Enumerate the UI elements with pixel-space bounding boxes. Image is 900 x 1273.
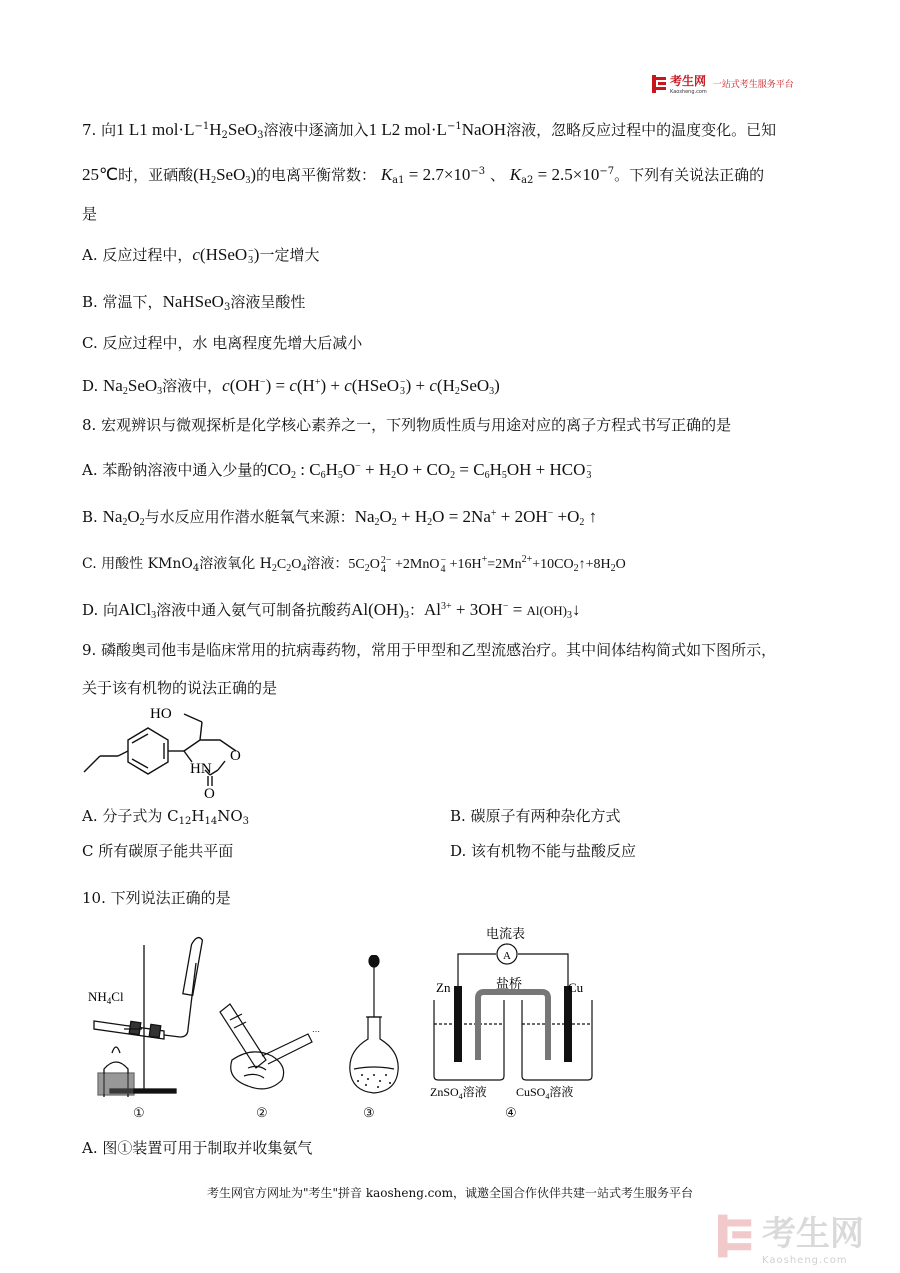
q9-a-o-sub: 3 <box>242 816 249 827</box>
fig2-number: ② <box>256 1106 268 1121</box>
watermark <box>718 1206 864 1266</box>
left-beaker <box>434 1000 504 1080</box>
q8-c-sub: 4 <box>192 563 200 574</box>
q7-text1: 溶液中逐滴加入 <box>263 121 369 139</box>
q8-d-alcl3: AlCl$_3$ <box>118 600 157 621</box>
q9-a-h-sub: 14 <box>204 816 218 827</box>
q7-ka1-value: = 2.7×10 <box>404 165 471 184</box>
salt-bridge-label: 盐桥 <box>496 977 523 992</box>
fig3-number: ③ <box>363 1106 375 1121</box>
q9-option-a <box>82 804 249 834</box>
q8-d-text2: 溶液中通入氨气可制备抗酸药 <box>156 601 352 619</box>
struct-ho-label: HO <box>150 706 172 722</box>
cu-electrode <box>564 986 572 1062</box>
ammeter-label: 电流表 <box>486 927 526 942</box>
header-logo <box>652 72 794 95</box>
q7-d-salt: $Na_2SeO_3$ <box>103 376 163 397</box>
page-footer: 考生网官方网址为"考生"拼音 kaosheng.com，诚邀全国合作伙伴共建一站式考生服务平台 <box>206 1186 694 1200</box>
q8-option-c <box>82 548 626 581</box>
q8-b-equation: $Na_2O_2 + H_2O = 2Na^+ + 2OH^- +O_2$ ↑ <box>354 507 598 528</box>
graduated-tube <box>220 1004 266 1068</box>
q7-ka2-label: K <box>509 165 522 184</box>
logo-url: Kaosheng.com <box>670 89 707 95</box>
q8-c-equation: $5C_2O2-$ 4 +2MnO− $4 +16H^+=2Mn^{2+}+10CO_2↑+8H_2O$ <box>348 554 626 575</box>
header-slogan: 一站式考生服务平台 <box>712 80 794 90</box>
q7-separator: 、 <box>489 166 505 184</box>
benzene-ring <box>128 728 168 774</box>
watermark-logo-icon <box>718 1212 756 1260</box>
fig3-volumetric-flask <box>344 955 404 1097</box>
struct-hn-label: HN <box>190 761 212 777</box>
q8-c-text3: 溶液： <box>306 556 349 572</box>
q9-stem-line1: 9. 磷酸奥司他韦是临床常用的抗病毒药物，常用于甲型和乙型流感治疗。其中间体结构简式如下图所示， <box>82 641 777 659</box>
watermark-text: 考生网 <box>762 1214 864 1254</box>
zn-electrode <box>454 986 462 1062</box>
fig4-galvanic-cell <box>428 920 598 1100</box>
q7-b-formula: NaHSeO <box>162 292 224 311</box>
fig4-number: ④ <box>505 1106 517 1121</box>
q7-b-text2: 溶液呈酸性 <box>230 293 306 311</box>
q9-structure-diagram <box>80 698 290 800</box>
ammeter-symbol: A <box>503 950 511 962</box>
q7-line1 <box>82 115 776 148</box>
right-beaker <box>522 1000 592 1080</box>
q9-a-no: NO <box>217 807 243 825</box>
q7-ka2-sub: a2 <box>521 175 534 186</box>
q7-seo: SeO <box>227 120 258 139</box>
q7-d-text: 溶液中， <box>162 377 223 395</box>
q8-stem: 8. 宏观辨识与微观探析是化学核心素养之一，下列物质性质与用途对应的离子方程式书写正确的是 <box>82 416 732 434</box>
q8-a-text: A. 苯酚钠溶液中通入少量的 <box>82 461 268 479</box>
q7-h-sub: 2 <box>221 130 228 141</box>
watermark-url: Kaosheng.com <box>762 1255 848 1266</box>
q9-a-h: H <box>191 807 205 825</box>
q7-conc1: 1 L1 mol·L <box>116 120 195 139</box>
q8-d-aloh3: $Al(OH)_3$ <box>351 600 409 621</box>
q7-temp: 25℃ <box>82 165 119 184</box>
q7-ka2-exp: −7 <box>599 166 615 177</box>
q7-a-text2: 一定增大 <box>259 246 320 264</box>
q7-line3: 是 <box>82 205 98 223</box>
q7-text4: 的电离平衡常数： <box>256 166 377 184</box>
q8-option-d <box>82 595 580 628</box>
q8-a-equation: $CO_2$ : $C_6H_5O^- + H_2O + CO_2 = C_6H_5OH + HCO-$ 3 <box>267 460 593 482</box>
q7-conc2: 1 L2 mol·L <box>368 120 447 139</box>
q8-b-na2o2: $Na_2O_2$ <box>102 507 145 528</box>
methyl-bond <box>84 756 100 772</box>
oxazinane-ring-top <box>184 740 236 751</box>
q7-ka1-label: K <box>380 165 393 184</box>
q7-text3: 时，亚硒酸 <box>118 166 194 184</box>
q7-b-sub: 3 <box>223 302 231 313</box>
hand-shape <box>231 1052 284 1089</box>
q9-option-b: B. 碳原子有两种杂化方式 <box>450 807 621 825</box>
q9-a-c-sub: 12 <box>178 816 192 827</box>
q8-d-text: D. 向 <box>82 601 119 619</box>
q8-d-colon: ： <box>409 601 425 619</box>
q7-line2 <box>82 160 764 193</box>
q7-naoh: NaOH <box>461 120 507 139</box>
q7-h: H <box>209 120 222 139</box>
fig1-number: ① <box>133 1106 145 1121</box>
q7-h2seo3-formula: $(H_2SeO_3)$ <box>193 165 257 186</box>
q7-a-formula: c(HSeO− 3) <box>192 245 260 267</box>
q7-a-text: A. 反应过程中， <box>82 246 193 264</box>
q7-option-a <box>82 243 319 267</box>
q8-b-text: 与水反应用作潜水艇氧气来源： <box>144 508 355 526</box>
q9-a-text: A. 分子式为 C <box>82 807 179 825</box>
q7-ka2-value: = 2.5×10 <box>533 165 600 184</box>
q8-option-a <box>82 455 592 488</box>
fig2-hand-test-tube <box>212 990 332 1096</box>
q7-seo-sub: 3 <box>257 130 264 141</box>
q8-d-equation: $Al^{3+} + 3OH^-$ = $Al(OH)_3↓$ <box>424 600 581 621</box>
q9-stem-line2: 关于该有机物的说法正确的是 <box>82 679 278 697</box>
q7-number: 7. 向 <box>82 121 117 139</box>
q7-text5: 。下列有关说法正确的 <box>614 166 765 184</box>
q8-c-h2c2o4: $_2C_2O_4$ <box>271 557 307 574</box>
struct-ring-o-label: O <box>230 748 241 764</box>
q9-option-c: C 所有碳原子能共平面 <box>82 842 234 860</box>
logo-name: 考生网 <box>670 74 707 88</box>
q8-c-text2: 溶液氧化 H <box>199 556 272 572</box>
q8-c-text: C. 用酸性 KMnO <box>82 556 193 572</box>
q8-option-b <box>82 502 597 535</box>
kaosheng-logo-icon <box>652 75 668 93</box>
fig1-ammonia-apparatus <box>84 925 204 1097</box>
q8-b-label: B. <box>82 508 103 526</box>
q7-d-label: D. <box>82 377 104 395</box>
q10-stem: 10. 下列说法正确的是 <box>82 889 231 907</box>
dropper-tube <box>262 1034 312 1064</box>
q7-option-d <box>82 371 500 404</box>
cu-label: Cu <box>568 980 584 995</box>
q7-text2: 溶液，忽略反应过程中的温度变化。已知 <box>506 121 777 139</box>
q7-ka1-sub: a1 <box>392 175 405 186</box>
q7-option-c: C. 反应过程中，水 电离程度先增大后减小 <box>82 334 363 352</box>
salt-bridge <box>478 992 548 1060</box>
q7-option-b <box>82 290 305 320</box>
q7-conc1-sup: −1 <box>194 121 210 132</box>
q7-ka1-exp: −3 <box>470 166 486 177</box>
znso4-label: ZnSO$_4$溶液 <box>430 1085 487 1100</box>
q10-option-a: A. 图①装置可用于制取并收集氨气 <box>82 1139 313 1157</box>
q9-option-d: D. 该有机物不能与盐酸反应 <box>450 842 637 860</box>
dropper-bulb <box>369 955 379 967</box>
zn-label: Zn <box>436 980 451 995</box>
q7-d-equation: c(OH−) = c(H+) + c(HSeO− $3) + c(H_2SeO_3)$ <box>222 376 500 398</box>
cuso4-label: CuSO$_4$溶液 <box>516 1085 574 1100</box>
fig2-dots: ⋯ <box>312 1027 320 1036</box>
q7-b-text: B. 常温下， <box>82 293 163 311</box>
flask-body <box>350 1017 398 1093</box>
q7-conc2-sup: −1 <box>446 121 462 132</box>
fig1-reagent-label: $NH_4Cl$ <box>88 989 124 1006</box>
struct-carbonyl-o-label: O <box>204 786 215 800</box>
